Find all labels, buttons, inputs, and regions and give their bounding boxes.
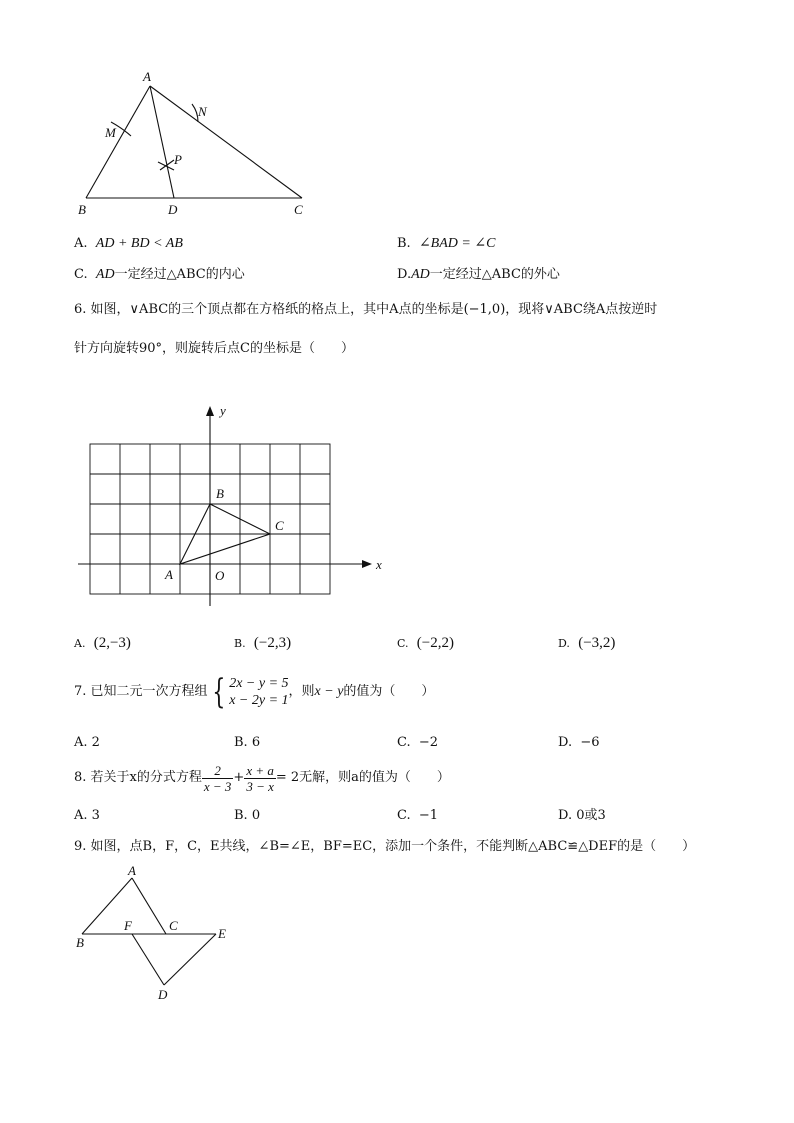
q8-option-b: B. 0: [234, 808, 261, 823]
q5-option-b: B. ∠BAD = ∠C: [397, 236, 496, 251]
q5-option-b-text: ∠BAD = ∠C: [418, 236, 496, 251]
q6-option-d: D. (−3,2): [558, 635, 616, 651]
q6-option-c: C. (−2,2): [397, 635, 454, 651]
q8-stem: 8. 若关于x的分式方程 $\frac{2}{x - 3}$ + $\frac{x + a}{3 - x}$ = 2无解，则a的值为（ ）: [74, 762, 450, 794]
label-B: B: [78, 202, 86, 217]
q5-option-a: A. AD + BD < AB: [74, 236, 183, 251]
fig9-label-F: F: [124, 918, 132, 933]
q6-stem-line1: 6. 如图，∨ABC的三个顶点都在方格纸的格点上，其中A点的坐标是(−1,0)，现将∨ABC绕A点按逆时: [74, 302, 658, 317]
axis-label-y: y: [220, 403, 226, 418]
grid-label-A: A: [165, 567, 173, 582]
label-D: D: [168, 202, 178, 217]
axis-label-x: x: [376, 557, 382, 572]
q8-option-a: A. 3: [74, 808, 100, 823]
label-A: A: [143, 69, 151, 84]
q7-equation-system: 2x − y = 5 x − 2y = 1: [229, 676, 289, 708]
q7-option-c: C. −2: [397, 735, 439, 750]
q8-option-d: D. 0或3: [558, 808, 606, 823]
grid-label-B: B: [216, 486, 224, 501]
q6-stem-line2: 针方向旋转90°，则旋转后点C的坐标是（ ）: [74, 341, 354, 356]
label-P: P: [174, 152, 182, 167]
fig9-label-E: E: [218, 926, 226, 941]
fig9-label-C: C: [169, 918, 178, 933]
q7-option-b: B. 6: [234, 735, 261, 750]
triangle-abc-figure: [70, 64, 320, 224]
q5-option-d: D.AD一定经过△ABC的外心: [397, 267, 560, 282]
q7-brace: {: [211, 672, 225, 712]
coordinate-grid-figure: [70, 400, 400, 614]
q5-option-a-text: AD + BD < AB: [95, 236, 183, 251]
q8-fraction-1: $\frac{2}{x - 3}$: [203, 762, 232, 794]
q6-option-a: A. (2,−3): [74, 635, 131, 651]
fig9-label-B: B: [76, 935, 84, 950]
grid-label-C: C: [275, 518, 284, 533]
q7-option-d: D. −6: [558, 735, 600, 750]
label-C: C: [294, 202, 303, 217]
q9-stem: 9. 如图，点B，F，C，E共线，∠B=∠E，BF=EC，添加一个条件，不能判断△ABC≌△DEF的是（ ）: [74, 839, 696, 854]
q7-option-a: A. 2: [74, 735, 100, 750]
fig9-label-A: A: [128, 863, 136, 878]
q8-option-c: C. −1: [397, 808, 439, 823]
fig9-label-D: D: [158, 987, 168, 1002]
label-M: M: [105, 125, 116, 140]
q5-option-c: C. AD一定经过△ABC的内心: [74, 267, 245, 282]
q6-option-b: B. (−2,3): [234, 635, 292, 651]
q7-stem: 7. 已知二元一次方程组 { 2x − y = 5 x − 2y = 1 ，则x − y的值为（ ）: [74, 672, 435, 712]
q8-fraction-2: $\frac{x + a}{3 - x}$: [246, 762, 274, 794]
triangles-abc-def-figure: [70, 862, 240, 1007]
grid-label-O: O: [215, 568, 225, 583]
label-N: N: [198, 104, 207, 119]
